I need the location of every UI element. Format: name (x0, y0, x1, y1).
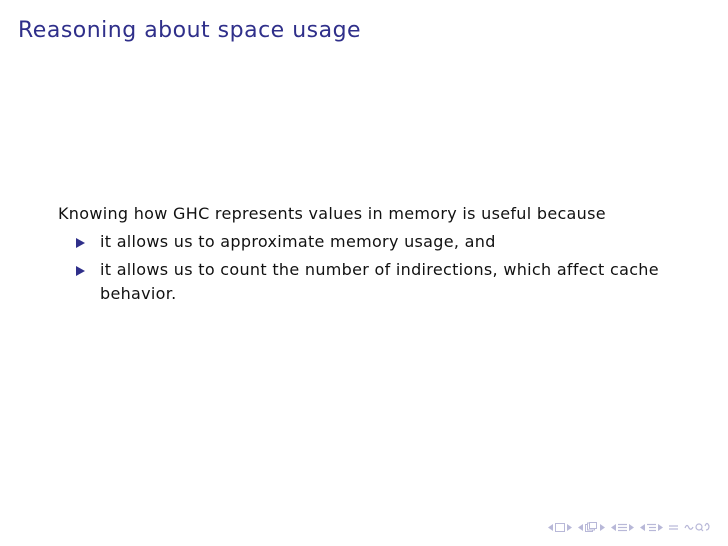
slide-content (58, 202, 678, 310)
nav-right-arrow-icon[interactable] (658, 524, 663, 531)
nav-align-group (669, 523, 678, 532)
nav-align-icon[interactable] (669, 523, 678, 532)
intro-text: Knowing how GHC represents values in memory is useful because (58, 204, 606, 223)
nav-slide-group (548, 523, 572, 532)
bullet-text: it allows us to approximate memory usage, and (100, 232, 496, 251)
nav-section-group (611, 523, 634, 532)
nav-section-list-icon[interactable] (647, 523, 656, 532)
nav-subsection-icon[interactable] (585, 522, 598, 532)
nav-left-arrow-icon[interactable] (548, 524, 553, 531)
slide-title: Reasoning about space usage (18, 18, 362, 43)
nav-right-arrow-icon[interactable] (600, 524, 605, 531)
nav-search-icon[interactable] (684, 522, 710, 532)
nav-left-arrow-icon[interactable] (578, 524, 583, 531)
nav-search-group (684, 522, 710, 532)
nav-left-arrow-icon[interactable] (611, 524, 616, 531)
nav-section-icon[interactable] (618, 523, 627, 532)
bullet-list (58, 230, 678, 306)
triangle-right-icon (76, 258, 88, 282)
bullet-item (100, 258, 678, 306)
bullet-item (100, 230, 678, 254)
bullet-text: it allows us to count the number of indirections, which affect cache behavior. (100, 260, 659, 303)
beamer-navigation-bar (548, 520, 710, 534)
nav-section-list-group (640, 523, 663, 532)
triangle-right-icon (76, 230, 88, 254)
nav-left-arrow-icon[interactable] (640, 524, 645, 531)
nav-right-arrow-icon[interactable] (567, 524, 572, 531)
nav-right-arrow-icon[interactable] (629, 524, 634, 531)
nav-subsection-group (578, 522, 605, 532)
nav-frame-icon[interactable] (555, 523, 565, 532)
